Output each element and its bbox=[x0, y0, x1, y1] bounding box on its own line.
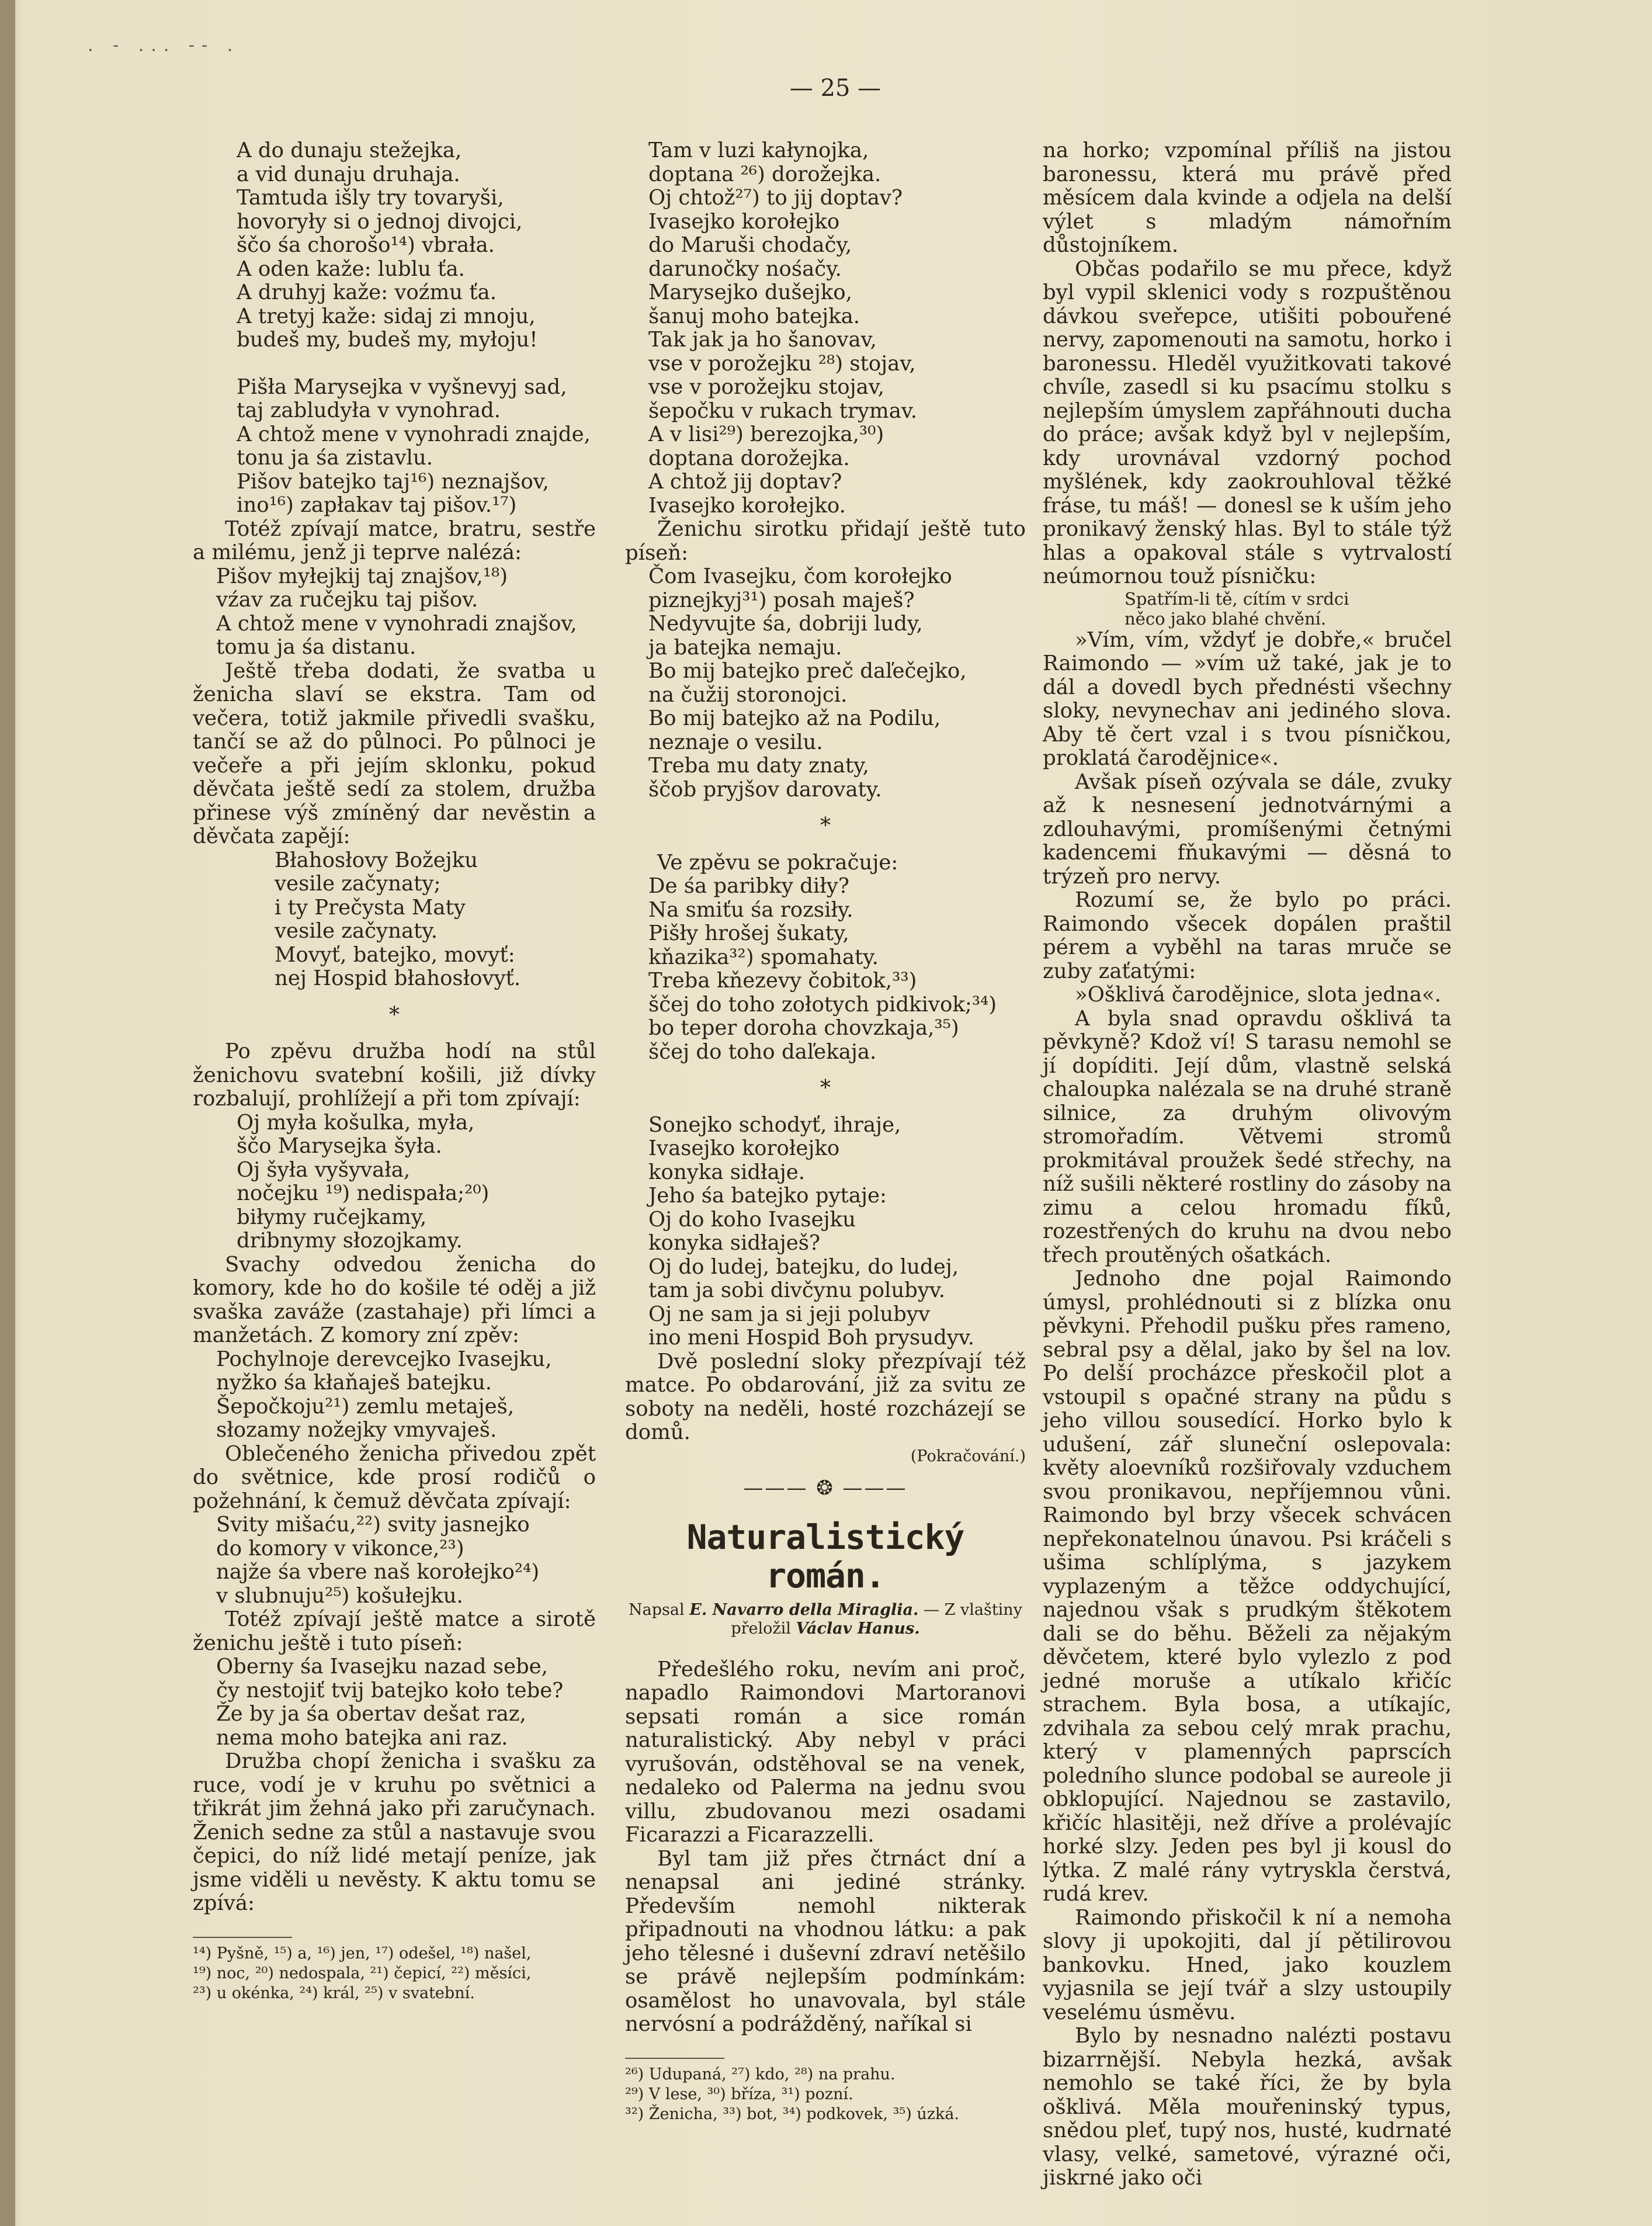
paragraph: Předešlého roku, nevím ani proč, napadlo Raimondovi Martoranovi sepsati román a sice román naturalistický. Aby nebyl v práci vyrušován, odstěhoval se na venek, nedaleko od Palerma na jednu svou villu, zbudovanou mezi osadami Ficarazzi a Ficarazzelli. bbox=[625, 1657, 1026, 1847]
paragraph: Družba chopí ženicha i svašku za ruce, vodí je v kruhu po světnici a třikrát jim žehná jako při zaručynach. Ženich sedne za stůl a nastavuje svou čepici, do níž lidé metají peníze, jak jsme viděli u nevěsty. K aktu tomu se zpívá: bbox=[193, 1749, 596, 1915]
verse-line: Tamtuda išly try tovaryši, bbox=[237, 186, 504, 210]
footnote-rule bbox=[625, 2058, 724, 2059]
verse-line: Nedyvujte śa, dobriji ludy, bbox=[648, 612, 923, 636]
verse-line: v slubnuju²⁵) košułejku. bbox=[216, 1583, 463, 1608]
verse-line: Pišov batejko taj¹⁶) neznajšov, bbox=[237, 469, 549, 494]
verse-line: Tak jak ja ho šanovav, bbox=[648, 328, 877, 352]
verse-line: doptana dorožejka. bbox=[648, 446, 850, 470]
verse-line: Pochylnoje derevcejko Ivasejku, bbox=[216, 1347, 552, 1371]
verse-line: do Maruši chodačy, bbox=[648, 233, 852, 257]
paragraph: Po zpěvu družba hodí na stůl ženichovu svatební košili, již dívky rozbalují, prohlížejí a při tom zpívají: bbox=[193, 1039, 596, 1111]
verse-line: Oj šyła vyšyvała, bbox=[237, 1157, 411, 1182]
verse-line: A chtož mene v vynohradi znajšov, bbox=[216, 611, 577, 636]
verse-line: Oberny śa Ivasejku nazad sebe, bbox=[216, 1655, 548, 1679]
section-star: * bbox=[820, 1076, 831, 1100]
verse-line: vesile začynaty; bbox=[275, 872, 441, 896]
byline-mid: — Z vlaštiny přeložil bbox=[731, 1600, 1022, 1638]
paragraph: Bylo by nesnadno nalézti postavu bizarrnější. Nebyla hezká, avšak nemohlo se také říci, že by byla ošklivá. Měla mouřeninský typus, snědou pleť, tupý nos, husté, kudrnaté vlasy, velké, sametové, výrazné oči, jiskrné jako oči bbox=[1043, 2024, 1452, 2190]
footnote-line: ¹⁹) noc, ²⁰) nedospala, ²¹) čepicí, ²²) měsíci, bbox=[193, 1964, 532, 1982]
verse-line: kňazika³²) spomahaty. bbox=[648, 945, 879, 969]
paragraph: »Vím, vím, vždyť je dobře,« bručel Raimondo — »vím už také, jak je to dál a dovedl bych přednésti všechny sloky, nevynechav ani jediného slova. Aby tě čert vzal i s tvou písničkou, proklatá čarodějnice«. bbox=[1043, 627, 1452, 770]
byline-prefix: Napsal bbox=[629, 1600, 685, 1619]
section-star: * bbox=[820, 814, 831, 838]
verse-line: Treba mu daty znaty, bbox=[648, 754, 869, 778]
header-marks: . - ... -- . bbox=[88, 35, 240, 56]
verse-line: nema moho batejka ani raz. bbox=[216, 1725, 508, 1750]
verse-line: piznejkyj³¹) posah maješ? bbox=[648, 588, 915, 612]
footnote-line: ²³) u okénka, ²⁴) král, ²⁵) v svatební. bbox=[193, 1984, 475, 2002]
paragraph: Oblečeného ženicha přivedou zpět do světnice, kde prosí rodičů o požehnání, k čemuž děvčata zpívají: bbox=[193, 1441, 596, 1513]
verse-line: do komory v vikonce,²³) bbox=[216, 1536, 464, 1561]
paragraph: Dvě poslední sloky přezpívají též matce. Po obdarování, již za svitu ze soboty na neděli, hosté rozcházejí se domů. bbox=[625, 1349, 1026, 1444]
verse-line: šanuj moho batejka. bbox=[648, 304, 860, 328]
verse-line: taj zabludyła v vynohrad. bbox=[237, 398, 501, 422]
continued-note: (Pokračování.) bbox=[910, 1447, 1026, 1465]
verse-line: Ivasejko korołejko bbox=[648, 209, 840, 234]
paragraph: Byl tam již přes čtrnáct dní a nenapsal ani jediné stránky. Především nemohl nikterak připadnouti na vhodnou látku: a pak jeho tělesné i duševní zdraví netěšilo se právě nejlepším podmínkám: osamělost ho unavovala, byl stále nervósní a podrážděný, naříkal si bbox=[625, 1846, 1026, 2036]
verse-line: na čužij storonojci. bbox=[648, 682, 848, 707]
binding-edge bbox=[0, 0, 15, 2226]
column-1 bbox=[193, 139, 596, 2003]
verse-block bbox=[625, 875, 1026, 1064]
verse-line: Jeho śa batejko pytaje: bbox=[648, 1184, 887, 1208]
verse-block bbox=[625, 1114, 1026, 1350]
verse-block bbox=[193, 1513, 596, 1608]
verse-block bbox=[193, 139, 596, 352]
verse-line: Svity mišaću,²²) svity jasnejko bbox=[216, 1513, 530, 1537]
verse-line: Ivasejko korołejko. bbox=[648, 493, 846, 518]
paragraph: Totéž zpívají matce, bratru, sestře a milému, jenž ji teprve nalézá: bbox=[193, 516, 596, 564]
verse-line: Oj do ludej, batejku, do ludej, bbox=[648, 1254, 959, 1279]
verse-block bbox=[193, 1111, 596, 1253]
verse-line: ščob pryjšov darovaty. bbox=[648, 777, 882, 802]
paragraph: Ve zpěvu se pokračuje: bbox=[657, 850, 898, 875]
verse-line: nyžko śa kłaňaješ batejku. bbox=[216, 1371, 492, 1395]
verse-line: doptana ²⁶) dorožejka. bbox=[648, 162, 881, 186]
section-star: * bbox=[389, 1003, 400, 1027]
song-quote bbox=[1043, 589, 1452, 629]
verse-line: dribnymy słozojkamy. bbox=[237, 1229, 463, 1253]
verse-line: vesile začynaty. bbox=[275, 919, 438, 943]
author-name: E. Navarro della Miraglia. bbox=[689, 1600, 919, 1619]
verse-line: Sonejko schodyť, ihraje, bbox=[648, 1112, 901, 1137]
paragraph: A byla snad opravdu ošklivá ta pěvkyně? Kdož ví! S tarasu nemohl se jí dopíditi. Její dům, vlastně selská chaloupka nalézala se na druhé straně silnice, za druhým olivovým stromořadím. Větvemi stromů prokmitával proužek šedé střechy, na níž sušili některé rostliny do zásoby na zimu a celou hromadu fíků, rozestřených do kruhu na dvou nebo třech proutěných ošatkách. bbox=[1043, 1006, 1452, 1267]
verse-line: ščej do toho daľekaja. bbox=[648, 1039, 877, 1064]
verse-line: biłymy ručejkamy, bbox=[237, 1205, 427, 1229]
footnote-line: ²⁶) Udupaná, ²⁷) kdo, ²⁸) na prahu. bbox=[625, 2065, 896, 2083]
verse-line: ščo Marysejka šyła. bbox=[237, 1134, 442, 1158]
verse-line: Movyť, batejko, movyť: bbox=[275, 942, 515, 967]
verse-line: nej Hospid błahosłovyť. bbox=[275, 966, 521, 990]
verse-line: a vid dunaju druhaja. bbox=[237, 162, 460, 186]
verse-line: vse v porožejku stojav, bbox=[648, 375, 884, 399]
verse-line: Pišła Marysejka v vyšnevyj sad, bbox=[237, 375, 567, 399]
verse-line: Oj myła košulka, myła, bbox=[237, 1110, 475, 1135]
paragraph: »Ošklivá čarodějnice, slota jedna«. bbox=[1075, 983, 1442, 1007]
verse-block bbox=[625, 565, 1026, 802]
verse-line: A do dunaju stežejka, bbox=[237, 138, 462, 162]
verse-line: vźav za ručejku taj pišov. bbox=[216, 588, 478, 612]
column-2 bbox=[625, 139, 1026, 2124]
verse-line: darunočky nośačy. bbox=[648, 256, 842, 281]
verse-line: A druhyj kaže: voźmu ťa. bbox=[237, 280, 497, 304]
paragraph: Rozumí se, že bylo po práci. Raimondo všecek dopálen praštil pérem a vyběhl na taras mruče se zuby zaťatými: bbox=[1043, 888, 1452, 983]
verse-line: konyka sidłaje. bbox=[648, 1160, 806, 1184]
verse-line: Bo mij batejko až na Podilu, bbox=[648, 706, 941, 730]
verse-line: Čom Ivasejku, čom korołejko bbox=[648, 564, 952, 588]
verse-line: ino¹⁶) zapłakav taj pišov.¹⁷) bbox=[237, 493, 517, 517]
section-separator: ——— ❂ ——— bbox=[743, 1476, 908, 1500]
verse-block bbox=[193, 849, 596, 991]
verse-line: konyka sidłaješ? bbox=[648, 1231, 821, 1255]
verse-line: bo teper doroha chovzkaja,³⁵) bbox=[648, 1016, 959, 1040]
paragraph: Občas podařilo se mu přece, když byl vypil sklenici vody s rozpuštěnou dávkou sveřepce, utišiti pobouřené nervy, zapomenouti na samotu, horko i baronessu. Hleděl využitkovati takové chvíle, zasedl si ku psacímu stolku s nejlepším úmyslem zapřáhnouti ducha do práce; avšak když byl v nejlepším, kdy urovnával vzdorný pochod myšlének, kdy zaokrouhloval těžké fráse, tu máš! — donesl se k uším jeho pronikavý ženský hlas. Byl to stále týž hlas a opakoval stále s vytrvalostí neúmornou touž písničku: bbox=[1043, 256, 1452, 588]
verse-line: A tretyj kaže: sidaj zi mnoju, bbox=[237, 304, 536, 328]
verse-line: najže śa vbere naš korołejko²⁴) bbox=[216, 1560, 540, 1584]
paragraph: Avšak píseň ozývala se dále, zvuky až k nesnesení jednotvárnými a zdlouhavými, promíšenými četnými kadencemi fňukavými — děsná to trýzeň pro nervy. bbox=[1043, 769, 1452, 889]
verse-line: A oden kaže: lublu ťa. bbox=[237, 256, 465, 281]
verse-line: A v lisi²⁹) berezojka,³⁰) bbox=[648, 422, 884, 446]
quote-line: Spatřím-li tě, cítím v srdci bbox=[1125, 588, 1349, 609]
verse-line: i ty Prečysta Maty bbox=[275, 895, 466, 920]
verse-line: słozamy nožejky vmyvaješ. bbox=[216, 1418, 497, 1442]
verse-block bbox=[625, 139, 1026, 518]
verse-line: hovoryły si o jednoj divojci, bbox=[237, 209, 523, 234]
footnote-rule bbox=[193, 1937, 292, 1938]
article-title: Naturalistický román. bbox=[686, 1517, 964, 1596]
verse-line: Treba kňezevy čobitok,³³) bbox=[648, 969, 917, 993]
verse-line: Marysejko dušejko, bbox=[648, 280, 852, 304]
verse-line: šepočku v rukach trymav. bbox=[648, 398, 917, 423]
verse-line: Tam v luzi kałynojka, bbox=[648, 138, 869, 162]
footnotes bbox=[625, 2065, 1026, 2124]
paragraph: na horko; vzpomínal příliš na jistou baronessu, která mu právě před měsícem dala kvinde a odjela na delší výlet s mladým námořním důstojníkem. bbox=[1043, 138, 1452, 257]
verse-line: ino meni Hospid Boh prysudyv. bbox=[648, 1326, 975, 1350]
verse-line: budeš my, budeš my, myłoju! bbox=[237, 328, 538, 352]
verse-line: Oj ne sam ja si jeji polubyv bbox=[648, 1302, 931, 1326]
paragraph: Raimondo přiskočil k ní a nemoha slovy ji upokojiti, dal jí pětilirovou bankovku. Hned, jako kouzlem vyjasnila se její tvář a slzy ustoupily veselému úsměvu. bbox=[1043, 1905, 1452, 2024]
verse-line: tam ja sobi divčynu polubyv. bbox=[648, 1278, 946, 1302]
verse-line: tonu ja śa zistavlu. bbox=[237, 446, 433, 470]
verse-line: A chtož mene v vynohradi znajde, bbox=[237, 422, 591, 446]
verse-line: De śa paribky diły? bbox=[648, 874, 849, 898]
paragraph: Ještě třeba dodati, že svatba u ženicha slaví se ekstra. Tam od večera, totiž jakmile přivedli svašku, tančí se až do půlnoci. Po půlnoci je večeře a při jejím sklonku, pokud děvčata ještě sedí za stolem, družba přinese výš zmíněný dar nevěstin a děvčata zapějí: bbox=[193, 658, 596, 848]
verse-line: Oj do koho Ivasejku bbox=[648, 1207, 856, 1232]
translator-name: Václav Hanus. bbox=[796, 1619, 920, 1638]
footnote-line: ¹⁴) Pyšně, ¹⁵) a, ¹⁶) jen, ¹⁷) odešel, ¹⁸) našel, bbox=[193, 1944, 532, 1963]
article-byline bbox=[625, 1601, 1026, 1638]
verse-block bbox=[193, 565, 596, 660]
footnotes bbox=[193, 1944, 596, 2003]
verse-block bbox=[193, 376, 596, 518]
verse-line: ščej do toho zołotych pidkivok;³⁴) bbox=[648, 992, 997, 1017]
verse-line: Šepočkoju²¹) zemlu metaješ, bbox=[216, 1394, 515, 1419]
paragraph: Svachy odvedou ženicha do komory, kde ho do košile té oděj a již svaška zaváže (zastahaje) při límci a manžetách. Z komory zní zpěv: bbox=[193, 1252, 596, 1347]
verse-block bbox=[193, 1348, 596, 1443]
verse-block bbox=[193, 1655, 596, 1750]
paragraph: Totéž zpívají ještě matce a sirotě ženichu ještě i tuto píseň: bbox=[193, 1607, 596, 1655]
verse-line: neznaje o vesilu. bbox=[648, 730, 823, 754]
verse-line: Błahosłovy Božejku bbox=[275, 848, 478, 872]
verse-line: Že by ja śa obertav dešat raz, bbox=[216, 1702, 526, 1726]
verse-line: čy nestojiť tvij batejko koło tebe? bbox=[216, 1678, 564, 1703]
quote-line: něco jako blahé chvění. bbox=[1125, 608, 1327, 629]
verse-line: A chtož jij doptav? bbox=[648, 470, 842, 494]
verse-line: ja batejka nemaju. bbox=[648, 635, 842, 660]
footnote-line: ³²) Ženicha, ³³) bot, ³⁴) podkovek, ³⁵) úzká. bbox=[625, 2104, 959, 2123]
verse-line: Na smiťu śa rozsiły. bbox=[648, 897, 853, 922]
page-number: — 25 — bbox=[789, 75, 881, 102]
verse-line: Pišov myłejkij taj znajšov,¹⁸) bbox=[216, 564, 508, 588]
column-3 bbox=[1043, 139, 1452, 2190]
verse-line: vse v porožejku ²⁸) stojav, bbox=[648, 351, 916, 376]
verse-line: Oj chtož²⁷) to jij doptav? bbox=[648, 186, 903, 210]
paragraph: Ženichu sirotku přidají ještě tuto píseň: bbox=[625, 517, 1026, 565]
verse-line: Ivasejko korołejko bbox=[648, 1136, 840, 1160]
verse-line: tomu ja śa distanu. bbox=[216, 635, 417, 659]
verse-line: nočejku ¹⁹) nedispała;²⁰) bbox=[237, 1181, 490, 1205]
verse-line: Bo mij batejko preč daľečejko, bbox=[648, 659, 967, 683]
footnote-line: ²⁹) V lese, ³⁰) bříza, ³¹) pozní. bbox=[625, 2085, 853, 2103]
verse-line: ščo śa chorošo¹⁴) vbrała. bbox=[237, 233, 495, 257]
verse-line: Pišły hrošej šukaty, bbox=[648, 921, 849, 945]
paragraph: Jednoho dne pojal Raimondo úmysl, prohlédnouti si z blízka onu pěvkyni. Přehodil pušku přes rameno, sebral psy a dělal, jako by šel na lov. Po delší procházce přeskočil plot a vstoupil s opačné strany na půdu s jeho villou sousedící. Horko bylo k udušení, zář sluneční oslepovala: květy aloevníků rozšiřovaly vzduchem svou pronikavou, nepříjemnou vůni. Raimondo byl brzy všecek schvácen nepřekonatelnou únavou. Psi kráčeli s ušima schlíplýma, s jazykem vyplazeným a těžce oddychující, najednou však s prudkým štěkotem dali se do běhu. Běželi za nějakým děvčetem, které bylo vylezlo z pod jedné moruše a utíkalo křičíc strachem. Byla bosa, a utíkajíc, zdvihala za sebou celý mrak prachu, který v plamenných paprscích poledního slunce podobal se aureole ji obklopující. Najednou se zastavilo, křičíc hlasitěji, než dříve a prolévajíc horké slzy. Jeden pes byl ji kousl do lýtka. Z malé rány vytryskla čerstvá, rudá krev. bbox=[1043, 1267, 1452, 1906]
